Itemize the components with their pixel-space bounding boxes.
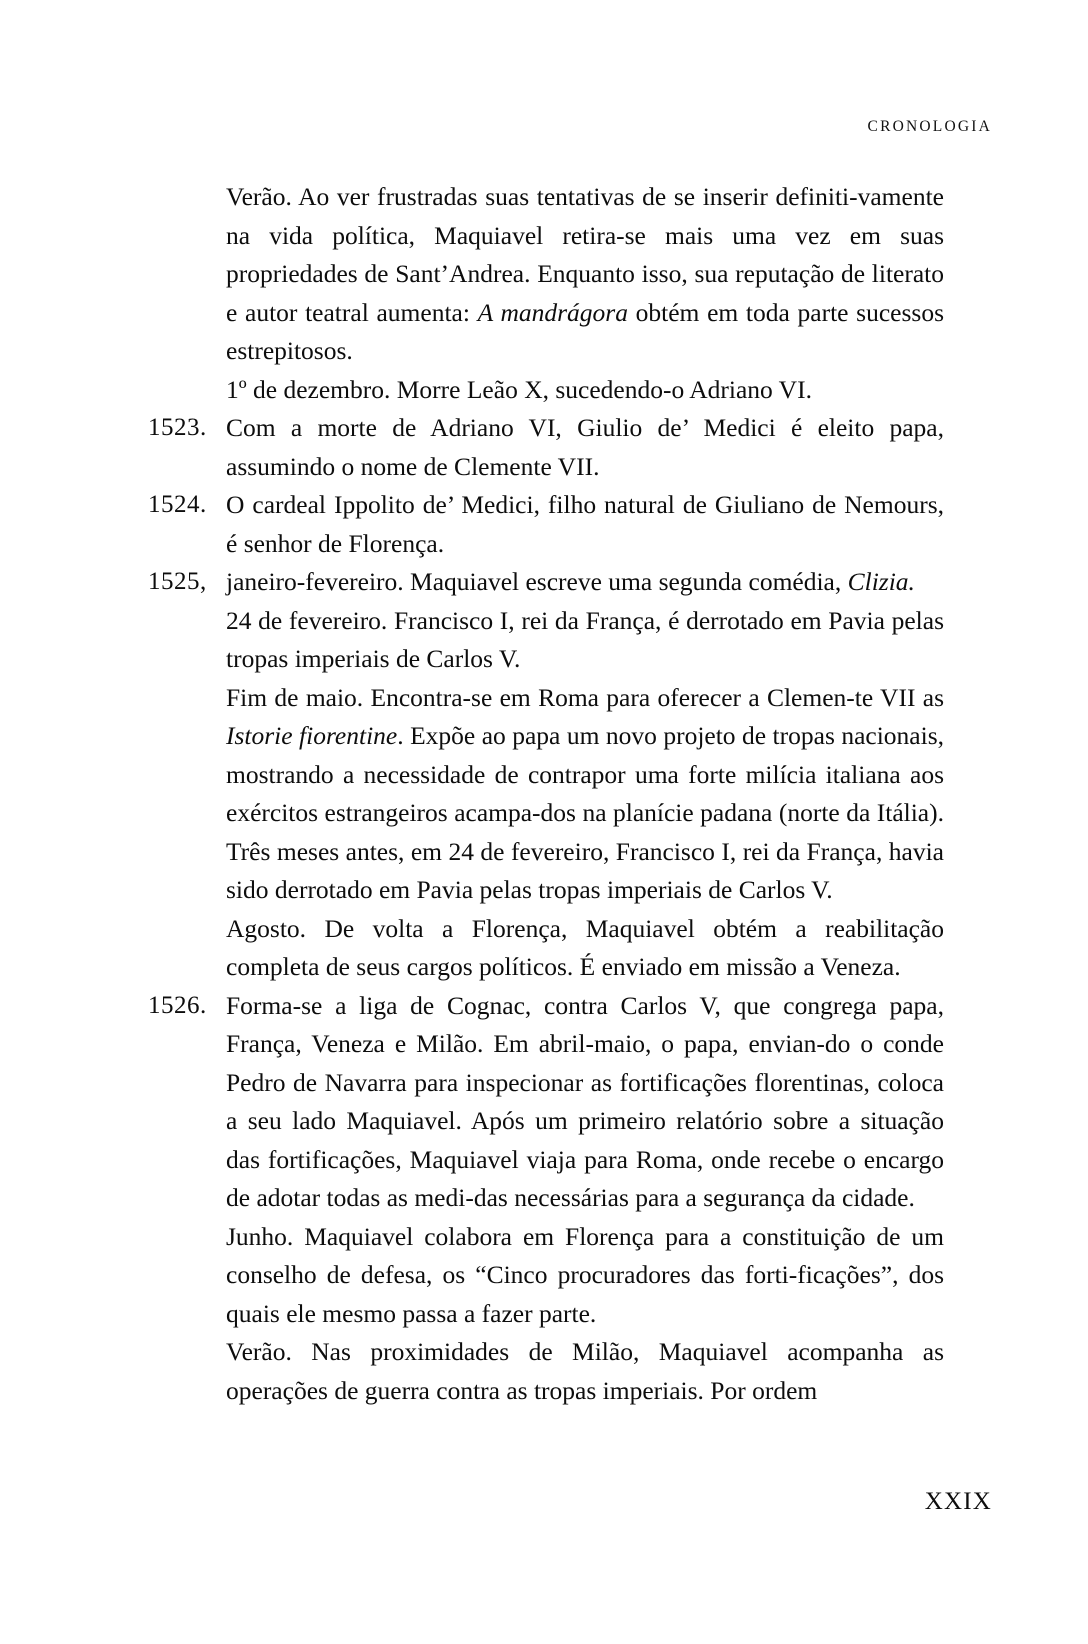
chronology-list — [148, 178, 944, 1410]
chronology-entry-row — [148, 409, 944, 486]
chronology-entry-row — [148, 178, 944, 371]
entry-body — [226, 679, 944, 910]
entry-paragraph — [226, 602, 944, 679]
page-number: XXIX — [924, 1488, 992, 1515]
text-run: Fim de maio. Encontra-se em Roma para oferecer a Clemen-te VII as — [226, 682, 944, 712]
text-run: O cardeal Ippolito de’ Medici, filho natural de Giuliano de Nemours, é senhor de Florença. — [226, 490, 944, 558]
chronology-entry-row — [148, 1333, 944, 1410]
entry-paragraph — [226, 910, 944, 987]
chronology-entry-row — [148, 679, 944, 910]
entry-paragraph — [226, 178, 944, 371]
entry-body — [226, 178, 944, 371]
entry-paragraph — [226, 486, 944, 563]
text-run: 1º de dezembro. Morre Leão X, sucedendo-o Adriano VI. — [226, 374, 812, 404]
chronology-entry-row — [148, 602, 944, 679]
entry-paragraph — [226, 679, 944, 910]
work-title: A mandrágora — [477, 297, 628, 327]
entry-paragraph — [226, 1218, 944, 1334]
entry-paragraph — [226, 409, 944, 486]
work-title: Istorie fiorentine — [226, 721, 398, 750]
chronology-entry-row — [148, 987, 944, 1218]
text-run: Forma-se a liga de Cognac, contra Carlos V, que congrega papa, França, Veneza e Milão. Em abril-maio, o papa, envian-do o conde Pedro de Navarra para inspecionar as fortificações florentinas, coloca a seu lado Maquiavel. Após um primeiro relatório sobre a situação das fortificações, Maquiavel viaja para Roma, onde recebe o encargo de adotar todas as medi-das necessárias para a segurança da cidade. — [226, 990, 944, 1212]
entry-paragraph — [226, 1333, 944, 1410]
entry-body — [226, 910, 944, 987]
text-run: 24 de fevereiro. Francisco I, rei da França, é derrotado em Pavia pelas tropas imperiais de Carlos V. — [226, 605, 944, 673]
entry-year: 1526. — [148, 991, 207, 1019]
entry-body — [226, 371, 944, 410]
entry-year: 1524. — [148, 491, 207, 518]
entry-paragraph — [226, 563, 944, 602]
chronology-entry-row — [148, 486, 944, 563]
chronology-entry-row — [148, 910, 944, 987]
work-title: Clizia. — [847, 567, 915, 596]
entry-body — [226, 1218, 944, 1334]
entry-body — [226, 1333, 944, 1410]
entry-year: 1523. — [148, 414, 207, 441]
chronology-entry-row — [148, 1218, 944, 1334]
text-run: Junho. Maquiavel colabora em Florença para a constituição de um conselho de defesa, os “Cinco procuradores das forti-ficações”, dos quais ele mesmo passa a fazer parte. — [226, 1221, 944, 1328]
entry-year: 1525, — [148, 568, 207, 595]
text-run: . Expõe ao papa um novo projeto de tropas nacionais, mostrando a necessidade de contrapor uma forte milícia italiana aos exércitos estrangeiros acampa-dos na planície padana (norte da Itália). Três meses antes, em 24 de fevereiro, Francisco I, rei da França, havia sido derrotado em Pavia pelas tropas imperiais de Carlos V. — [226, 721, 944, 904]
text-run: Com a morte de Adriano VI, Giulio de’ Medici é eleito papa, assumindo o nome de Clemente VII. — [226, 413, 944, 481]
chronology-entry-row — [148, 563, 944, 602]
running-head: CRONOLOGIA — [867, 118, 992, 135]
entry-body — [226, 563, 944, 602]
entry-body — [226, 602, 944, 679]
chronology-entry-row — [148, 371, 944, 410]
text-run: janeiro-fevereiro. Maquiavel escreve uma segunda comédia, — [226, 567, 848, 596]
text-run: Verão. Ao ver frustradas suas tentativas de se inserir definiti-vamente na vida política, Maquiavel retira-se mais uma vez em suas propriedades de Sant’Andrea. Enquanto isso, sua reputação de literato e autor teatral aumenta: — [226, 182, 944, 327]
entry-paragraph — [226, 987, 944, 1218]
text-run: Agosto. De volta a Florença, Maquiavel obtém a reabilitação completa de seus cargos políticos. É enviado em missão a Veneza. — [226, 913, 944, 981]
text-run: Verão. Nas proximidades de Milão, Maquiavel acompanha as operações de guerra contra as tropas imperiais. Por ordem — [226, 1337, 944, 1405]
text-run: obtém em toda parte sucessos estrepitosos. — [226, 297, 945, 365]
entry-body — [226, 987, 944, 1218]
entry-body — [226, 486, 944, 563]
entry-paragraph — [226, 371, 944, 410]
entry-body — [226, 409, 944, 486]
